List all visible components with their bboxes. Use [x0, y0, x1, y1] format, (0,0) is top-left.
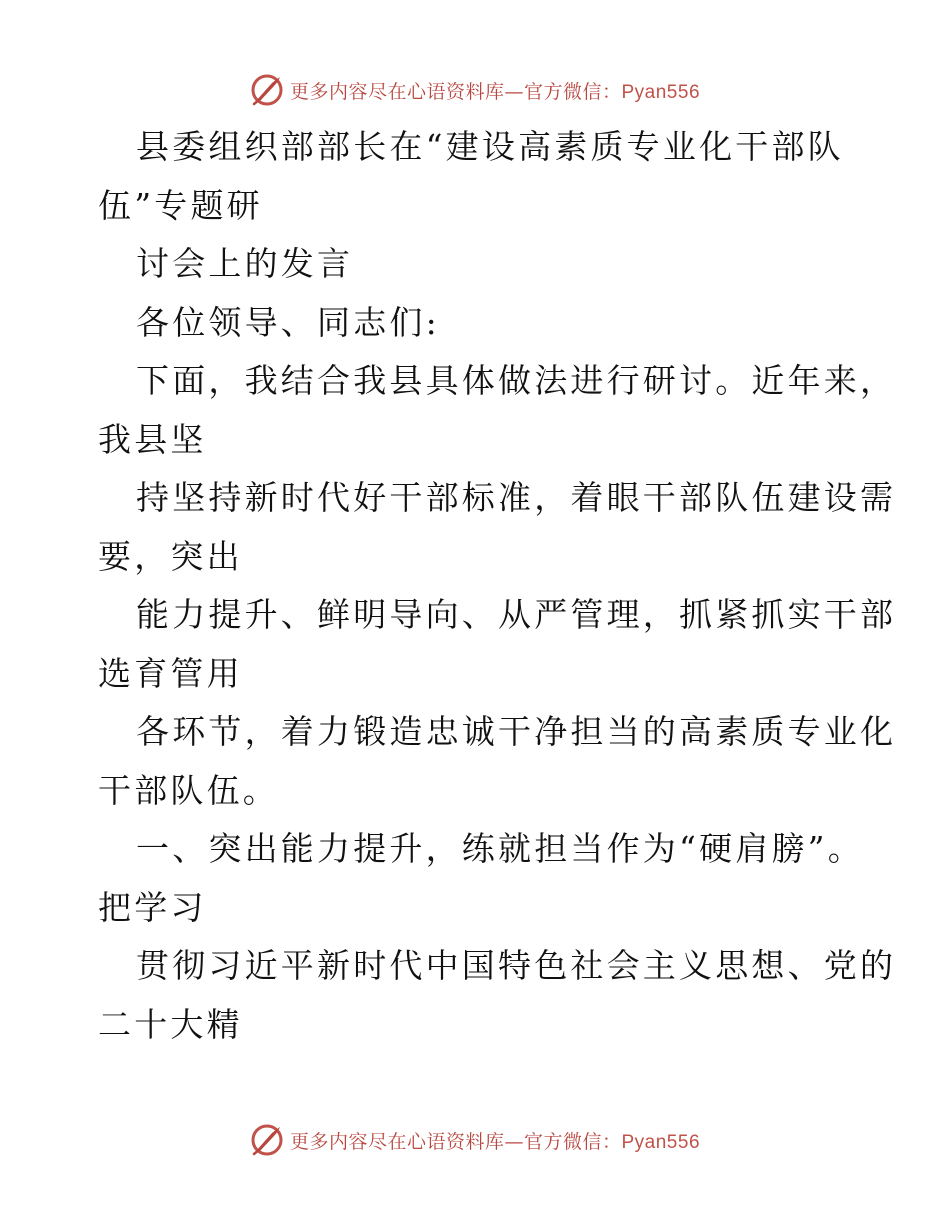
header-watermark-account: Pyan556	[621, 81, 701, 103]
document-line: 各位领导、同志们:	[136, 302, 440, 342]
quill-pen-logo-icon	[250, 73, 284, 107]
document-line: 各环节，着力锻造忠诚干净担当的高素质专业化	[136, 712, 897, 751]
quill-pen-logo-icon	[250, 1123, 284, 1157]
document-line: 一、突出能力提升，练就担当作为“硬肩膀”。	[136, 829, 864, 868]
footer-watermark-banner	[0, 1118, 950, 1162]
header-watermark-text: 更多内容尽在心语资料库—官方微信：Pyan556	[289, 80, 701, 103]
footer-watermark-account: Pyan556	[621, 1131, 701, 1153]
document-line: 能力提升、鲜明导向、从严管理，抓紧抓实干部	[136, 595, 897, 634]
document-line: 伍”专题研	[98, 185, 263, 225]
document-line: 我县坚	[98, 419, 207, 459]
footer-watermark-text: 更多内容尽在心语资料库—官方微信：Pyan556	[289, 1130, 701, 1153]
document-line: 讨会上的发言	[136, 244, 354, 283]
header-watermark-banner	[0, 68, 950, 112]
document-line: 下面，我结合我县具体做法进行研讨。近年来，	[136, 361, 897, 400]
document-line: 要，突出	[98, 536, 243, 576]
document-body	[98, 118, 897, 1054]
document-line: 把学习	[98, 887, 207, 927]
document-line: 干部队伍。	[98, 770, 279, 810]
document-line: 二十大精	[98, 1004, 243, 1044]
document-line: 贯彻习近平新时代中国特色社会主义思想、党的	[136, 946, 897, 985]
document-line: 持坚持新时代好干部标准，着眼干部队伍建设需	[136, 478, 897, 517]
document-line: 县委组织部部长在“建设高素质专业化干部队	[136, 127, 844, 166]
document-line: 选育管用	[98, 653, 243, 693]
